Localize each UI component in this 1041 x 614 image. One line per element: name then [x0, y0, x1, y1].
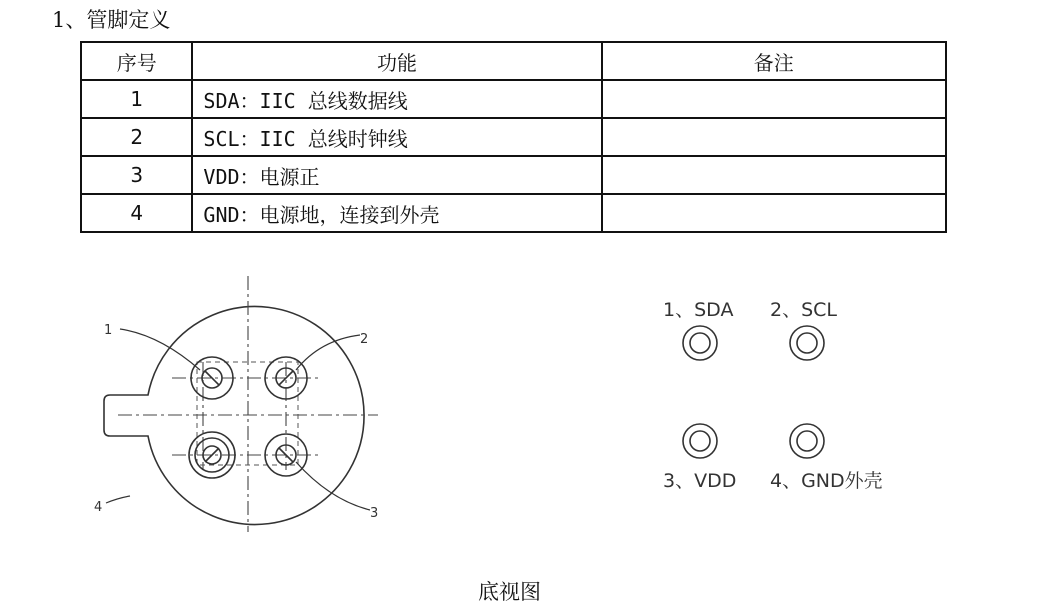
- leader-line-1: [120, 329, 200, 370]
- pin-marker-gnd: [790, 424, 824, 458]
- leader-line-3: [296, 462, 370, 510]
- callout-4: 4: [94, 500, 103, 515]
- section-heading: 1、管脚定义: [52, 8, 171, 32]
- header-note: 备注: [602, 42, 946, 80]
- row-number: 1: [81, 80, 192, 118]
- caption-text: 底视图: [478, 580, 541, 604]
- row-function: GND：电源地，连接到外壳: [192, 194, 601, 232]
- row-function: SCL：IIC 总线时钟线: [192, 118, 601, 156]
- leader-line-4: [106, 496, 130, 503]
- figure-caption: [0, 576, 1041, 606]
- leader-line-2: [296, 335, 360, 370]
- pin-label-sda: 1、SDA: [663, 299, 734, 321]
- row-number: 2: [81, 118, 192, 156]
- pin-marker-scl: [790, 326, 824, 360]
- pin-label-gnd: 4、GND外壳: [770, 470, 883, 492]
- header-number: 序号: [81, 42, 192, 80]
- row-function: VDD：电源正: [192, 156, 601, 194]
- callout-2: 2: [360, 332, 369, 347]
- row-number: 4: [81, 194, 192, 232]
- header-function: 功能: [192, 42, 601, 80]
- callout-3: 3: [370, 506, 379, 521]
- pin-marker-sda: [683, 326, 717, 360]
- callout-1: 1: [104, 323, 113, 338]
- pin-label-vdd: 3、VDD: [663, 470, 737, 492]
- row-function: SDA：IIC 总线数据线: [192, 80, 601, 118]
- row-number: 3: [81, 156, 192, 194]
- pin-marker-vdd: [683, 424, 717, 458]
- pin-label-scl: 2、SCL: [770, 299, 838, 321]
